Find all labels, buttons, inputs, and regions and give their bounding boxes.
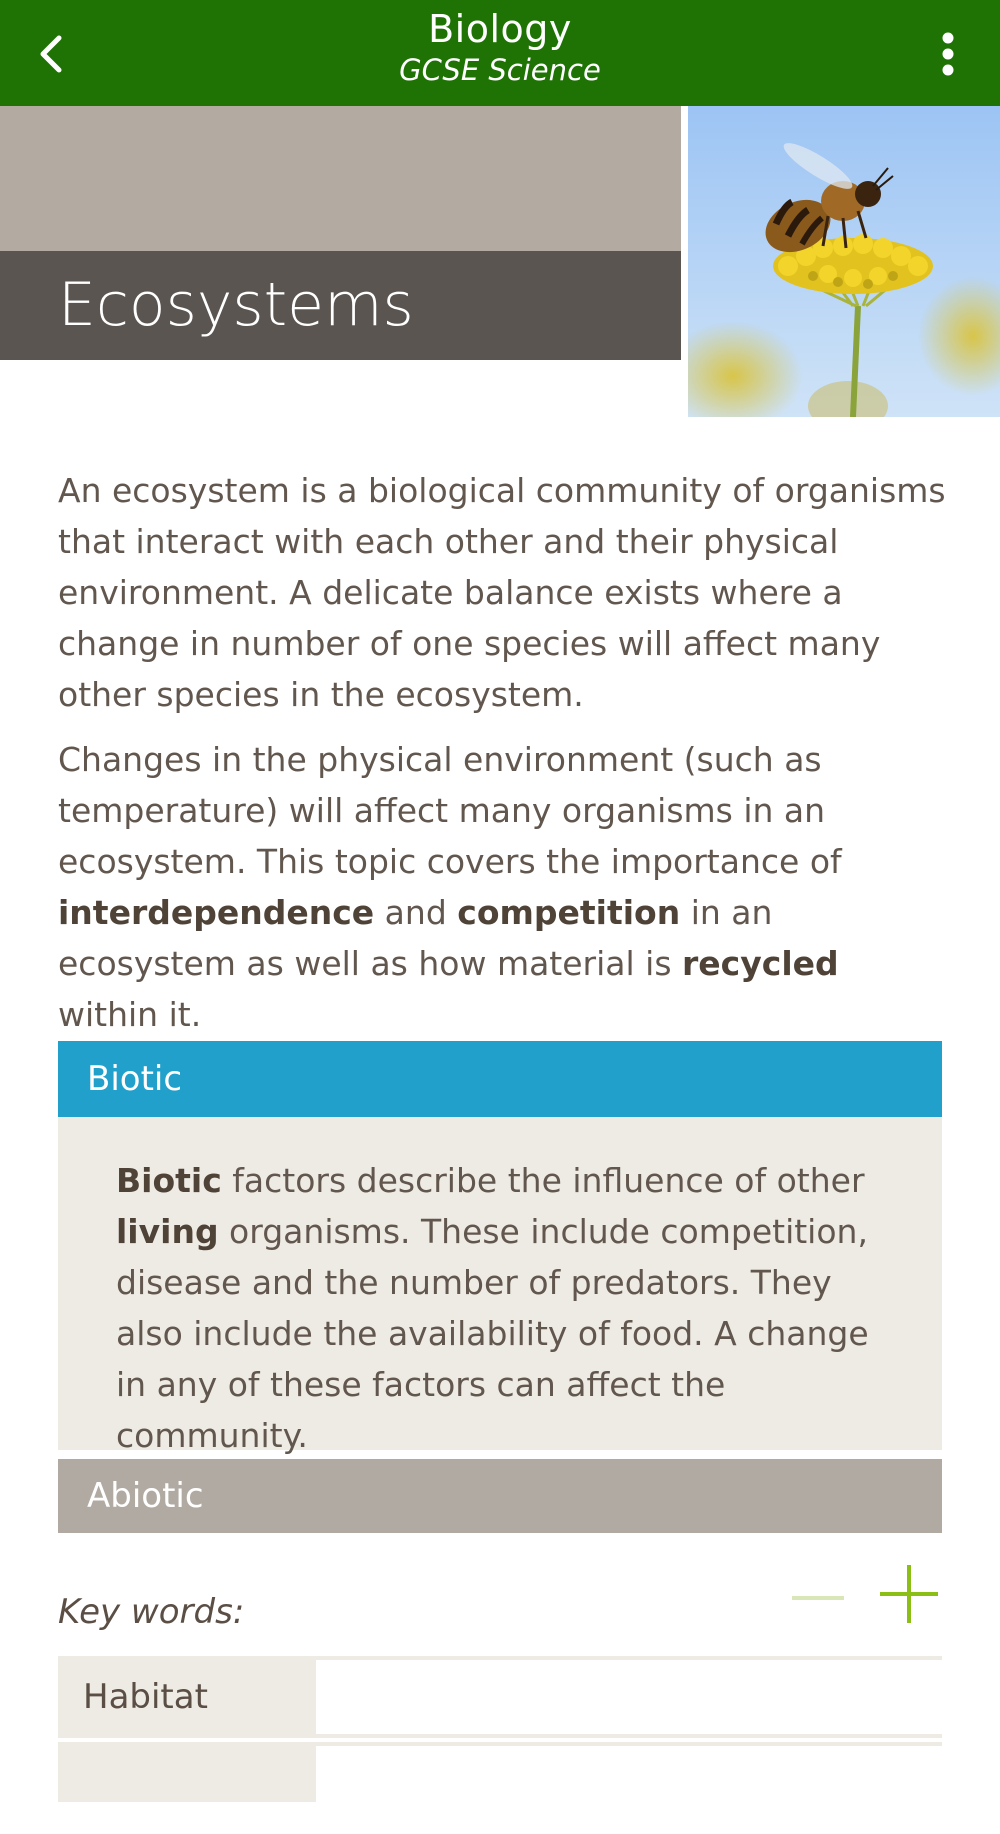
app-title: Biology xyxy=(428,7,572,51)
accordion-label-abiotic: Abiotic xyxy=(87,1476,204,1516)
page-title: Ecosystems xyxy=(58,270,414,340)
intro-text xyxy=(58,465,948,1054)
accordion-body-biotic xyxy=(58,1117,942,1455)
keyword-term: Habitat xyxy=(58,1656,316,1738)
title-block xyxy=(200,6,800,88)
hero-image xyxy=(688,106,1000,417)
keyword-interdependence: interdependence xyxy=(58,893,375,932)
keyword-recycled: recycled xyxy=(682,944,839,983)
table-row[interactable] xyxy=(58,1650,942,1742)
chevron-left-icon xyxy=(37,34,67,74)
hero-background xyxy=(0,106,681,251)
keyword-definition xyxy=(316,1656,942,1738)
accordion-label-biotic: Biotic xyxy=(87,1059,183,1099)
overflow-menu-button[interactable] xyxy=(918,24,978,84)
accordion-header-biotic[interactable] xyxy=(58,1041,942,1117)
hero-title-band xyxy=(0,251,681,360)
back-button[interactable] xyxy=(22,24,82,84)
biotic-description: Biotic factors describe the influence of other living organisms. These include competition, disease and the number of predators. They also include the availability of food. A change in any of these factors can affect the community. xyxy=(116,1161,869,1455)
app-subtitle: GCSE Science xyxy=(399,53,601,87)
keywords-label: Key words: xyxy=(58,1592,245,1632)
app-bar xyxy=(0,0,1000,106)
text-size-increase-button[interactable] xyxy=(880,1565,938,1623)
intro-paragraph-2: Changes in the physical environment (such as temperature) will affect many organisms in an ecosystem. This topic covers the importance of interdependence and competition in an ecosystem as well as how material is recycled within it. xyxy=(58,740,842,1034)
keywords-table xyxy=(58,1650,942,1834)
accordion-header-abiotic[interactable] xyxy=(58,1459,942,1533)
table-row[interactable] xyxy=(58,1742,942,1834)
bee-flower-image xyxy=(688,106,1000,417)
keyword-definition xyxy=(316,1742,942,1802)
keyword-term xyxy=(58,1742,316,1802)
intro-paragraph-1: An ecosystem is a biological community of organisms that interact with each other and their physical environment. A delicate balance exists where a change in number of one species will affect many other species in the ecosystem. xyxy=(58,471,946,714)
text-size-decrease-button[interactable] xyxy=(790,1570,846,1626)
keyword-competition: competition xyxy=(457,893,681,932)
more-vertical-icon xyxy=(941,32,955,76)
